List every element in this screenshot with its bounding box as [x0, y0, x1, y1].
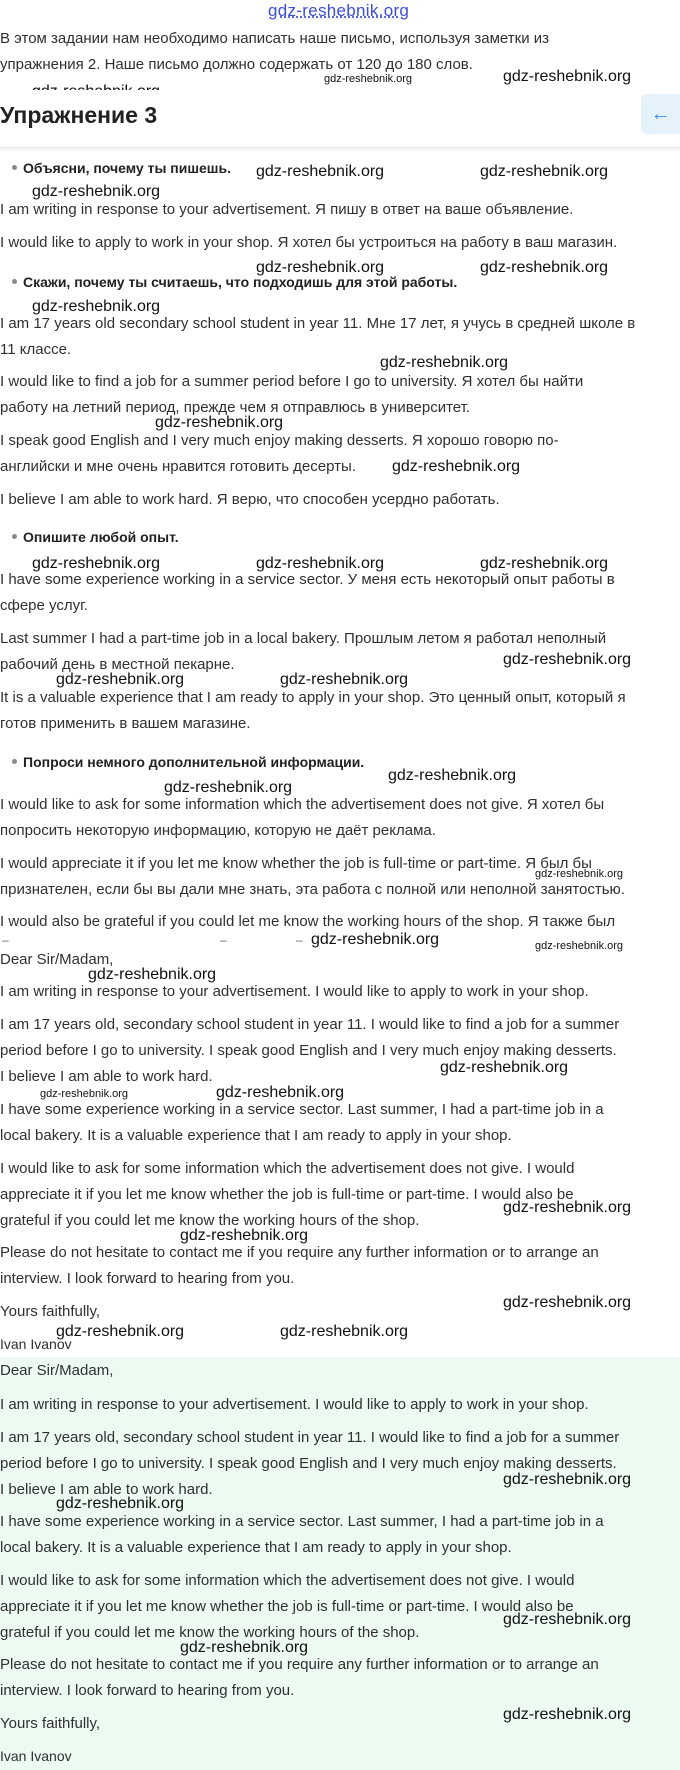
letter-paragraph — [0, 1240, 680, 1292]
letter-line: appreciate it if you let me know whether the job is full-time or part-time. I would also be — [0, 1598, 574, 1615]
note-sentence: I would also be grateful if you could let me know the working hours of the shop. Я также был — [0, 913, 616, 930]
watermark: gdz-reshebnik.org — [503, 651, 632, 668]
letter-line: local bakery. It is a valuable experience that I am ready to apply in your shop. — [0, 1127, 512, 1144]
text-fragment: – — [296, 933, 303, 947]
letter-line: appreciate it if you let me know whether the job is full-time or part-time. I would also be — [0, 1186, 574, 1203]
bullet-text: Попроси немного дополнительной информации. — [23, 754, 365, 770]
bullet-text: Скажи, почему ты считаешь, что подходишь для этой работы. — [23, 274, 458, 290]
watermark: gdz-reshebnik.org — [88, 966, 217, 983]
text-fragment: – — [220, 933, 227, 947]
watermark: gdz-reshebnik.org — [380, 354, 509, 371]
note-sentence — [0, 792, 680, 844]
watermark: gdz-reshebnik.org — [503, 1611, 632, 1628]
note-line: Last summer I had a part-time job in a local bakery. Прошлым летом я работал неполный — [0, 630, 607, 647]
note-line: английски и мне очень нравится готовить десерты. — [0, 458, 356, 475]
watermark: gdz-reshebnik.org — [216, 1084, 345, 1101]
letter-line: Please do not hesitate to contact me if you require any further information or to arrange an — [0, 1244, 599, 1261]
watermark: gdz-reshebnik.org — [311, 931, 440, 948]
watermark: gdz-reshebnik.org — [256, 259, 385, 276]
bullet-heading — [12, 158, 231, 178]
note-line: It is a valuable experience that I am ready to apply in your shop. Это ценный опыт, который я — [0, 689, 626, 706]
letter-paragraph — [0, 1012, 680, 1090]
letter-line: I have some experience working in a service sector. Last summer, I had a part-time job in a — [0, 1513, 604, 1530]
intro-line: упражнения 2. Наше письмо должно содержать от 120 до 180 слов. — [0, 56, 473, 73]
watermark: gdz-reshebnik.org — [56, 671, 185, 688]
arrow-left-icon: ← — [650, 102, 671, 125]
letter-paragraph: I am writing in response to your advertisement. I would like to apply to work in your shop. — [0, 983, 589, 1000]
letter-line: I am 17 years old, secondary school student in year 11. I would like to find a job for a summer — [0, 1429, 620, 1446]
bullet-dot — [12, 165, 17, 170]
note-line: I would like to find a job for a summer period before I go to university. Я хотел бы найти — [0, 373, 584, 390]
watermark: gdz-reshebnik.org — [180, 1639, 309, 1656]
watermark: gdz-reshebnik.org — [503, 1294, 632, 1311]
watermark: gdz-reshebnik.org — [503, 1706, 632, 1723]
note-sentence — [0, 428, 680, 480]
letter-line: I believe I am able to work hard. — [0, 1068, 213, 1085]
watermark: gdz-reshebnik.org — [503, 1199, 632, 1216]
letter-line: I believe I am able to work hard. — [0, 1481, 213, 1498]
watermark: gdz-reshebnik.org — [56, 1323, 185, 1340]
watermark: gdz-reshebnik.org — [32, 183, 161, 200]
note-line: готов применить в вашем магазине. — [0, 715, 251, 732]
bullet-dot — [12, 534, 17, 539]
letter-line: grateful if you could let me know the working hours of the shop. — [0, 1212, 420, 1229]
watermark: gdz-reshebnik.org — [32, 555, 161, 572]
letter-signature: Ivan Ivanov — [0, 1336, 72, 1352]
note-line: I speak good English and I very much enjoy making desserts. Я хорошо говорю по- — [0, 432, 559, 449]
letter-closing: Yours faithfully, — [0, 1303, 101, 1320]
note-sentence — [0, 311, 680, 363]
watermark: gdz-reshebnik.org — [480, 259, 609, 276]
watermark: gdz-reshebnik.org — [280, 1323, 409, 1340]
watermark: gdz-reshebnik.org — [56, 1495, 185, 1512]
letter-closing: Yours faithfully, — [0, 1715, 101, 1732]
page-title: Упражнение 3 — [0, 102, 158, 128]
letter-line: grateful if you could let me know the working hours of the shop. — [0, 1624, 420, 1641]
watermark: gdz-reshebnik.org — [535, 940, 624, 952]
letter-line: I have some experience working in a service sector. Last summer, I had a part-time job in a — [0, 1101, 604, 1118]
note-sentence — [0, 685, 680, 737]
note-line: рабочий день в местной пекарне. — [0, 656, 235, 673]
letter-line: period before I go to university. I speak good English and I very much enjoy making desserts. — [0, 1455, 617, 1472]
letter-line: interview. I look forward to hearing from you. — [0, 1270, 295, 1287]
bullet-text: Объясни, почему ты пишешь. — [23, 160, 231, 176]
note-line: сфере услуг. — [0, 597, 88, 614]
letter-line: interview. I look forward to hearing from you. — [0, 1682, 295, 1699]
watermark: gdz-reshebnik.org — [256, 555, 385, 572]
watermark: gdz-reshebnik.org — [503, 68, 632, 85]
bullet-dot — [12, 279, 17, 284]
note-sentence: I believe I am able to work hard. Я верю, что способен усердно работать. — [0, 491, 500, 508]
note-line: I would appreciate it if you let me know whether the job is full-time or part-time. Я был бы — [0, 855, 592, 872]
note-line: признателен, если бы вы дали мне знать, эта работа с полной или неполной занятостью. — [0, 881, 625, 898]
watermark: gdz-reshebnik.org — [280, 671, 409, 688]
note-line: работу на летний период, прежде чем я отправлюсь в университет. — [0, 399, 470, 416]
note-line: I have some experience working in a service sector. У меня есть некоторый опыт работы в — [0, 571, 615, 588]
watermark: gdz-reshebnik.org — [440, 1059, 569, 1076]
watermark: gdz-reshebnik.org — [392, 458, 521, 475]
note-sentence — [0, 369, 680, 421]
intro-line: В этом задании нам необходимо написать наше письмо, используя заметки из — [0, 30, 550, 47]
bullet-heading — [12, 752, 364, 772]
letter-greeting: Dear Sir/Madam, — [0, 951, 114, 968]
bullet-text: Опишите любой опыт. — [23, 529, 179, 545]
note-line: I am 17 years old secondary school student in year 11. Мне 17 лет, я учусь в средней школе в — [0, 315, 636, 332]
note-line: попросить некоторую информацию, которую не даёт реклама. — [0, 822, 436, 839]
letter-paragraph — [0, 1425, 680, 1503]
letter-greeting: Dear Sir/Madam, — [0, 1362, 114, 1379]
letter-paragraph: I am writing in response to your advertisement. I would like to apply to work in your shop. — [0, 1396, 589, 1413]
watermark: gdz-reshebnik.org — [164, 779, 293, 796]
watermark: gdz-reshebnik.org — [388, 767, 517, 784]
watermark: gdz-reshebnik.org — [256, 163, 385, 180]
watermark: gdz-reshebnik.org — [40, 1088, 129, 1100]
letter-paragraph — [0, 1652, 680, 1704]
bullet-dot — [12, 759, 17, 764]
letter-line: local bakery. It is a valuable experience that I am ready to apply in your shop. — [0, 1539, 512, 1556]
watermark: gdz-reshebnik.org — [324, 73, 413, 85]
watermark: gdz-reshebnik.org — [480, 555, 609, 572]
watermark: gdz-reshebnik.org — [503, 1471, 632, 1488]
watermark: gdz-reshebnik.org — [180, 1227, 309, 1244]
note-sentence: I would like to apply to work in your shop. Я хотел бы устроиться на работу в ваш магазин. — [0, 234, 618, 251]
letter-paragraph — [0, 1568, 680, 1646]
note-sentence: I am writing in response to your advertisement. Я пишу в ответ на ваше объявление. — [0, 201, 574, 218]
watermark: gdz-reshebnik.org — [155, 414, 284, 431]
back-button[interactable] — [641, 94, 680, 134]
text-fragment: – — [2, 933, 9, 947]
watermark: gdz-reshebnik.org — [480, 163, 609, 180]
bullet-heading — [12, 527, 179, 547]
watermark-link[interactable]: gdz-reshebnik.org — [268, 1, 410, 20]
letter-paragraph — [0, 1156, 680, 1234]
bullet-heading — [12, 272, 457, 292]
letter-signature: Ivan Ivanov — [0, 1748, 72, 1764]
note-sentence — [0, 567, 680, 619]
watermark: gdz-reshebnik.org — [535, 868, 624, 880]
letter-paragraph — [0, 1509, 680, 1561]
letter-line: I would like to ask for some information which the advertisement does not give. I would — [0, 1160, 575, 1177]
letter-line: period before I go to university. I speak good English and I very much enjoy making desserts. — [0, 1042, 617, 1059]
note-line: 11 классе. — [0, 341, 72, 358]
watermark: gdz-reshebnik.org — [32, 298, 161, 315]
letter-line: I would like to ask for some information which the advertisement does not give. I would — [0, 1572, 575, 1589]
letter-line: Please do not hesitate to contact me if you require any further information or to arrange an — [0, 1656, 599, 1673]
letter-paragraph — [0, 1097, 680, 1149]
letter-line: I am 17 years old, secondary school student in year 11. I would like to find a job for a summer — [0, 1016, 620, 1033]
note-line: I would like to ask for some information which the advertisement does not give. Я хотел бы — [0, 796, 605, 813]
